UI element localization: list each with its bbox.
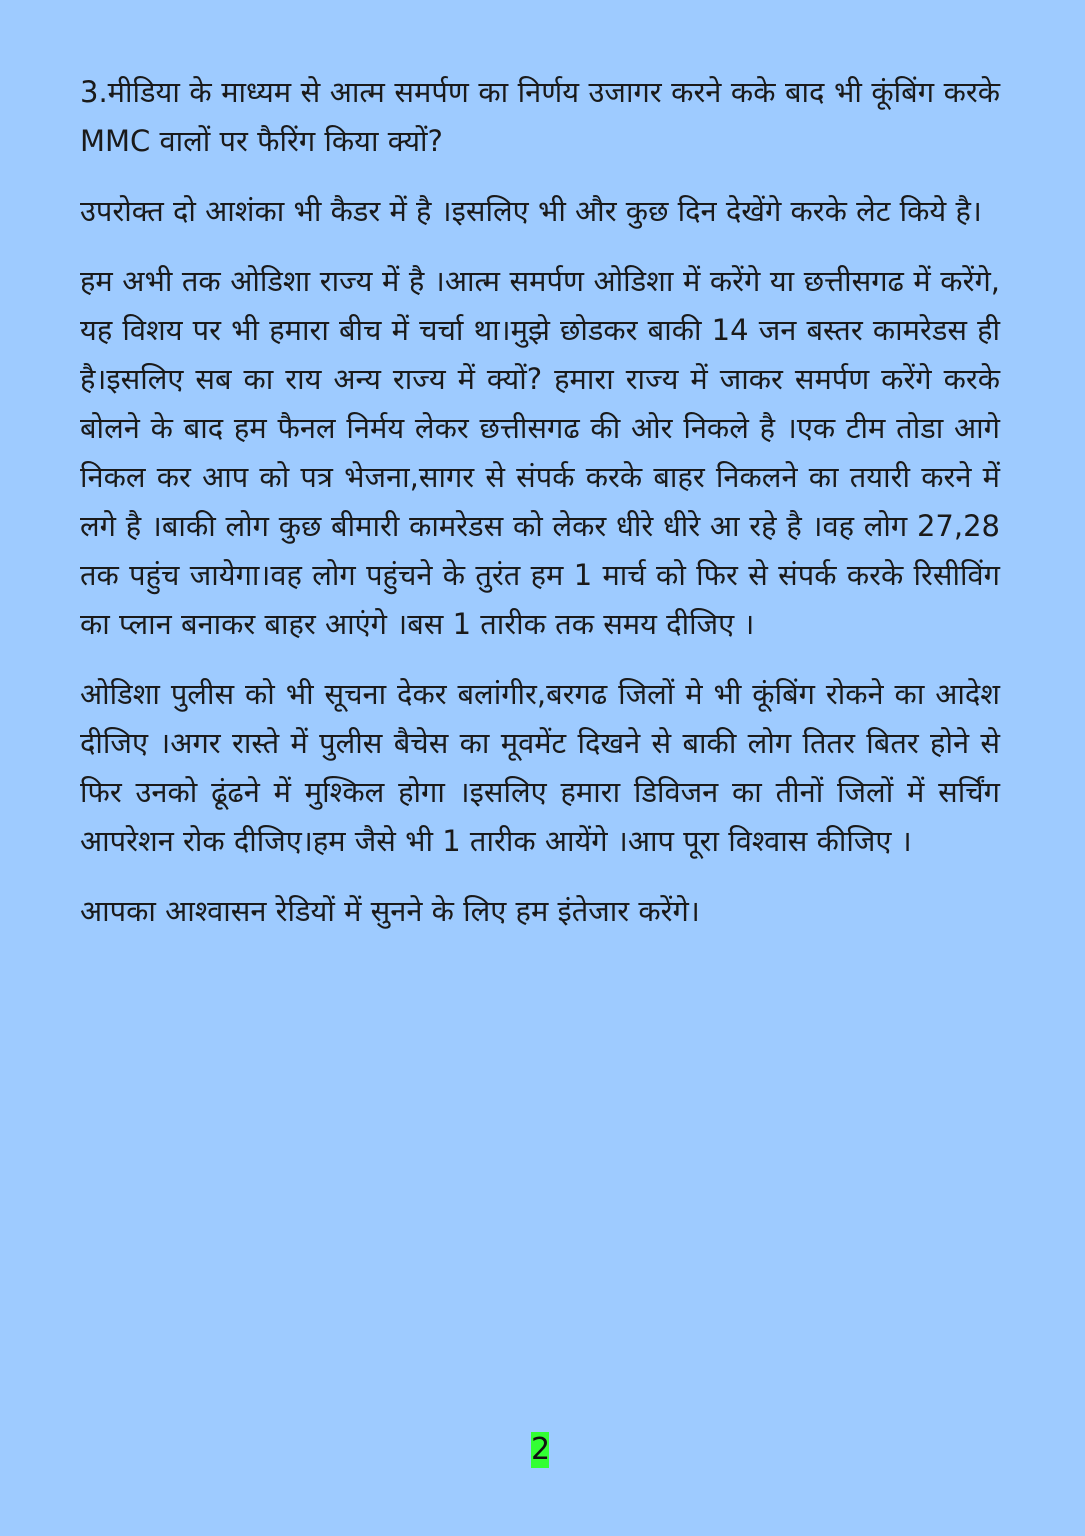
document-page (80, 68, 1000, 957)
paragraph-surrender-plan: हम अभी तक ओडिशा राज्य में है ।आत्म समर्पण ओडिशा में करेंगे या छत्तीसगढ में करेंगे, यह विशय पर भी हमारा बीच में चर्चा था।मुझे छोडकर बाकी 14 जन बस्तर कामरेडस ही है।इसलिए सब का राय अन्य राज्य में क्यों? हमारा राज्य में जाकर समर्पण करेंगे करके बोलने के बाद हम फैनल निर्मय लेकर छत्तीसगढ की ओर निकले है ।एक टीम तोडा आगे निकल कर आप को पत्र भेजना,सागर से संपर्क करके बाहर निकलने का तयारी करने में लगे है ।बाकी लोग कुछ बीमारी कामरेडस को लेकर धीरे धीरे आ रहे है ।वह लोग 27,28 तक पहुंच जायेगा।वह लोग पहुंचने के तुरंत हम 1 मार्च को फिर से संपर्क करके रिसीविंग का प्लान बनाकर बाहर आएंगे ।बस 1 तारीक तक समय दीजिए । (80, 264, 1000, 641)
paragraph-stop-combing-request: ओडिशा पुलीस को भी सूचना देकर बलांगीर,बरगढ जिलों मे भी कूंबिंग रोकने का आदेश दीजिए ।अगर रास्ते में पुलीस बैचेस का मूवमेंट दिखने से बाकी लोग तितर बितर होने से फिर उनको ढूंढने में मुश्किल होगा ।इसलिए हमारा डिविजन का तीनों जिलों में सर्चिंग आपरेशन रोक दीजिए।हम जैसे भी 1 तारीक आयेंगे ।आप पूरा विश्वास कीजिए । (80, 677, 1000, 858)
page-number: 2 (531, 1432, 551, 1467)
paragraph-radio-assurance: आपका आश्वासन रेडियों में सुनने के लिए हम इंतेजार करेंगे। (80, 894, 700, 928)
paragraph-cadre-doubts: उपरोक्त दो आशंका भी कैडर में है ।इसलिए भी और कुछ दिन देखेंगे करके लेट किये है। (80, 194, 982, 228)
paragraph-question-3: 3.मीडिया के माध्यम से आत्म समर्पण का निर्णय उजागर करने कके बाद भी कूंबिंग करके MMC वालों पर फैरिंग किया क्यों? (80, 75, 1000, 158)
